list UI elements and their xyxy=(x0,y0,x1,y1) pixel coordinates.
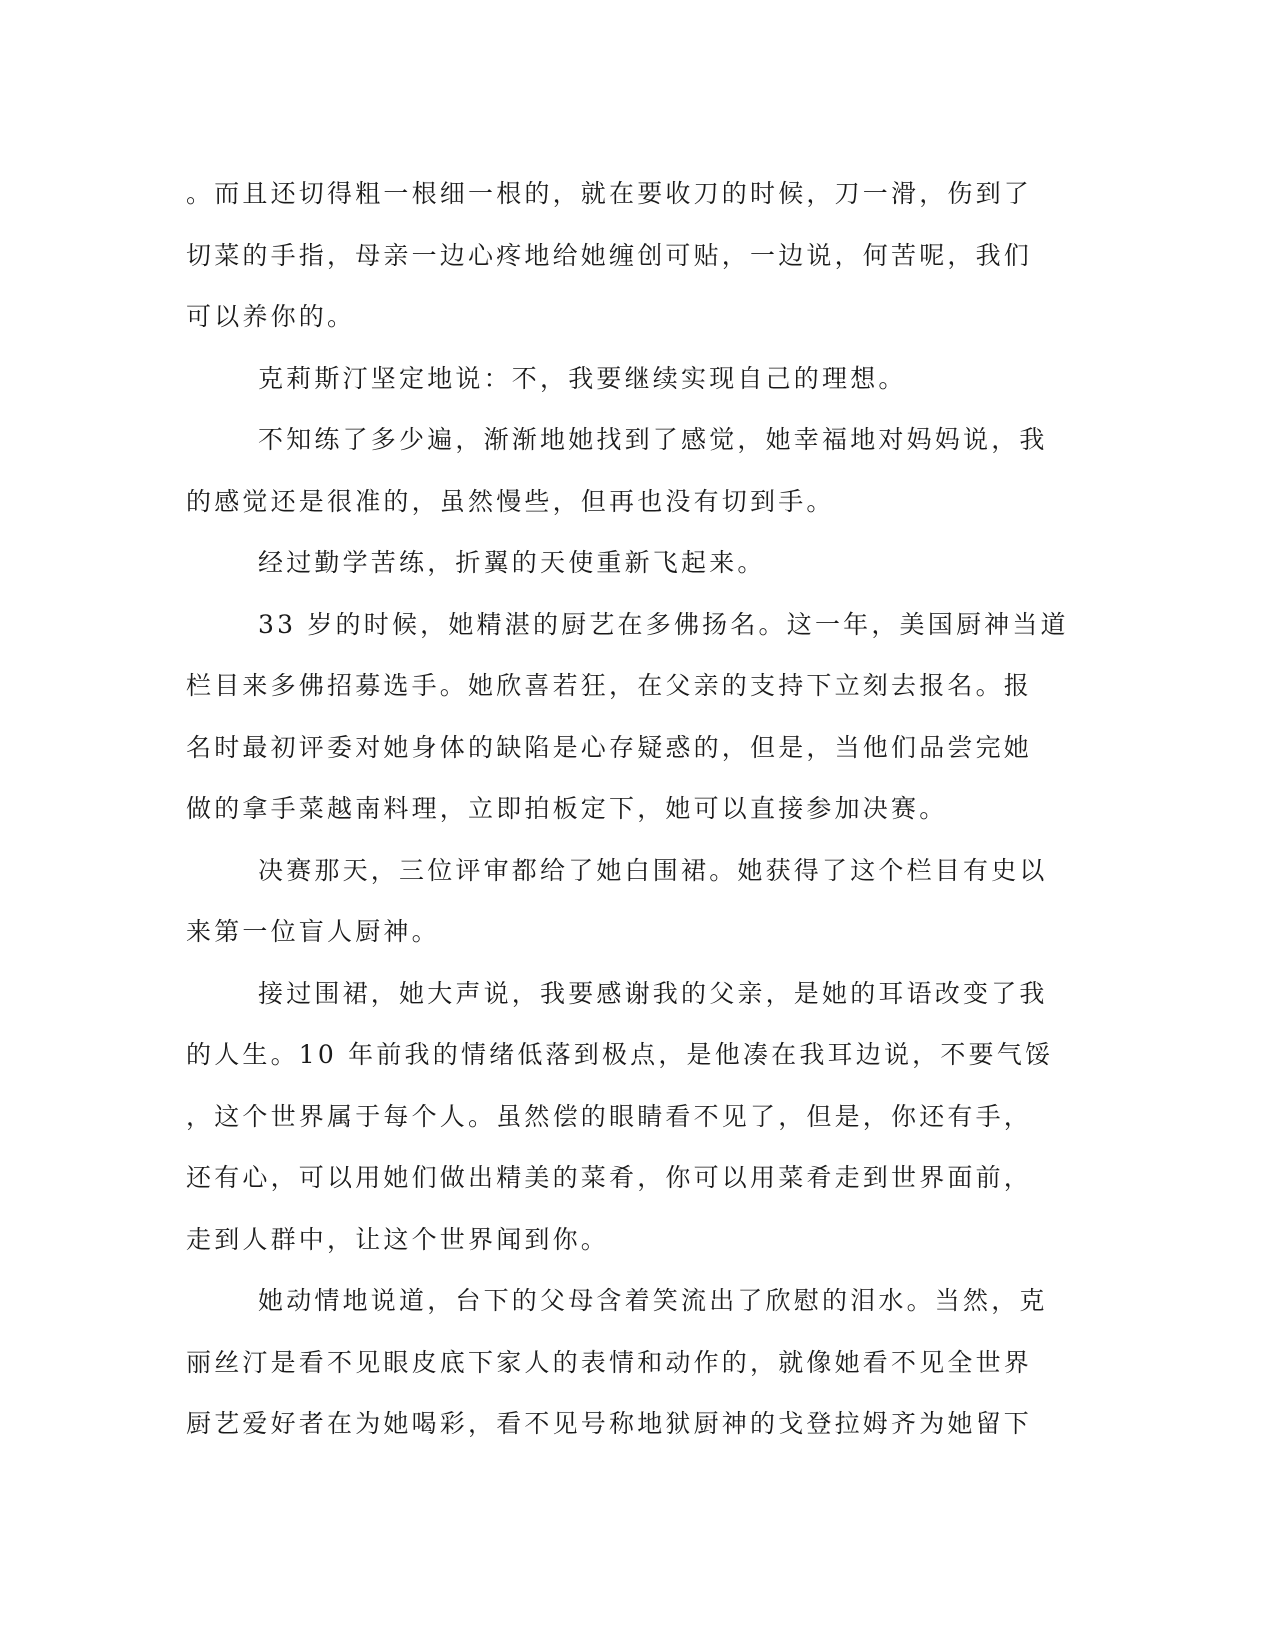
text-line: 走到人群中，让这个世界闻到你。 xyxy=(186,1224,610,1254)
text-line: ，这个世界属于每个人。虽然偿的眼睛看不见了，但是，你还有手， xyxy=(186,1101,1033,1131)
text-line: 栏目来多佛招募选手。她欣喜若狂，在父亲的支持下立刻去报名。报 xyxy=(186,671,1033,700)
text-line: 丽丝汀是看不见眼皮底下家人的表情和动作的，就像她看不见全世界 xyxy=(186,1347,1033,1377)
paragraph-start-line: 33 岁的时候，她精湛的厨艺在多佛扬名。这一年，美国厨神当道 xyxy=(258,609,1069,639)
paragraph-start-line: 她动情地说道，台下的父母含着笑流出了欣慰的泪水。当然，克 xyxy=(258,1286,1048,1315)
text-line: 的人生。10 年前我的情绪低落到极点，是他凑在我耳边说，不要气馁 xyxy=(186,1040,1054,1069)
text-line: 来第一位盲人厨神。 xyxy=(186,917,440,946)
body-text xyxy=(186,163,1086,1455)
text-line: 做的拿手菜越南料理，立即拍板定下，她可以直接参加决赛。 xyxy=(186,794,948,823)
text-line: 可以养你的。 xyxy=(186,302,356,331)
paragraph-start-line: 决赛那天，三位评审都给了她白围裙。她获得了这个栏目有史以 xyxy=(258,855,1048,885)
text-line: 的感觉还是很准的，虽然慢些，但再也没有切到手。 xyxy=(186,486,835,516)
text-line: 厨艺爱好者在为她喝彩，看不见号称地狱厨神的戈登拉姆齐为她留下 xyxy=(186,1409,1033,1438)
paragraph-start-line: 接过围裙，她大声说，我要感谢我的父亲，是她的耳语改变了我 xyxy=(258,978,1048,1008)
text-line: 切菜的手指，母亲一边心疼地给她缠创可贴，一边说，何苦呢，我们 xyxy=(186,240,1033,270)
text-line: 。而且还切得粗一根细一根的，就在要收刀的时候，刀一滑，伤到了 xyxy=(186,179,1033,208)
paragraph-start-line: 经过勤学苦练，折翼的天使重新飞起来。 xyxy=(258,548,766,577)
text-line: 还有心，可以用她们做出精美的菜肴，你可以用菜肴走到世界面前， xyxy=(186,1163,1033,1192)
text-line: 名时最初评委对她身体的缺陷是心存疑惑的，但是，当他们品尝完她 xyxy=(186,732,1033,762)
paragraph-start-line: 不知练了多少遍，渐渐地她找到了感觉，她幸福地对妈妈说，我 xyxy=(258,425,1048,454)
paragraph-start-line: 克莉斯汀坚定地说：不，我要继续实现自己的理想。 xyxy=(258,363,907,393)
